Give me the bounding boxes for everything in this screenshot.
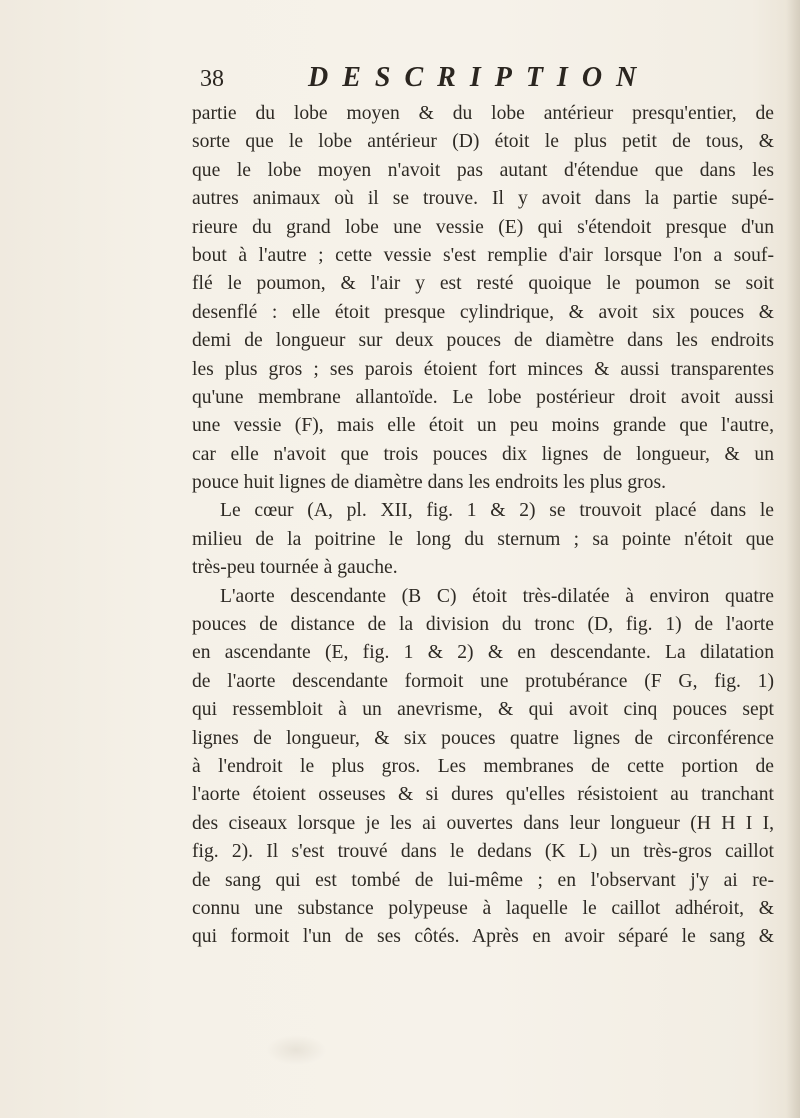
text-line: rieure du grand lobe une vessie (E) qui s'étendoit presque d'un	[192, 216, 774, 238]
page-header	[200, 62, 760, 98]
text-line: l'aorte étoient osseuses & si dures qu'elles résistoient au tranchant	[192, 784, 774, 806]
text-line: demi de longueur sur deux pouces de diamètre dans les endroits	[192, 330, 774, 352]
paragraph	[192, 497, 774, 582]
text-line: qui ressembloit à un anevrisme, & qui avoit cinq pouces sept	[192, 699, 774, 721]
text-line: fig. 2). Il s'est trouvé dans le dedans (K L) un très-gros caillot	[192, 841, 774, 863]
text-line: milieu de la poitrine le long du sternum ; sa pointe n'étoit que	[192, 528, 774, 550]
text-line: sorte que le lobe antérieur (D) étoit le plus petit de tous, &	[192, 131, 774, 153]
page-number: 38	[200, 66, 224, 92]
text-line: une vessie (F), mais elle étoit un peu moins grande que l'autre,	[192, 415, 774, 437]
paragraph	[192, 583, 774, 952]
text-line: pouce huit lignes de diamètre dans les endroits les plus gros.	[192, 472, 666, 494]
paper-smudge	[266, 1035, 326, 1065]
text-line: connu une substance polypeuse à laquelle le caillot adhéroit, &	[192, 897, 774, 919]
text-line: L'aorte descendante (B C) étoit très-dilatée à environ quatre	[220, 585, 774, 607]
text-line: desenflé : elle étoit presque cylindrique, & avoit six pouces &	[192, 301, 774, 323]
body-text	[192, 100, 774, 952]
text-line: les plus gros ; ses parois étoient fort minces & aussi transparentes	[192, 358, 774, 380]
text-line: que le lobe moyen n'avoit pas autant d'étendue que dans les	[192, 159, 774, 181]
text-line: lignes de longueur, & six pouces quatre lignes de circonférence	[192, 727, 774, 749]
text-line: Le cœur (A, pl. XII, fig. 1 & 2) se trouvoit placé dans le	[220, 500, 774, 522]
text-line: bout à l'autre ; cette vessie s'est remplie d'air lorsque l'on a souf-	[192, 244, 774, 266]
text-line: de sang qui est tombé de lui-même ; en l'observant j'y ai re-	[192, 869, 774, 891]
text-line: des ciseaux lorsque je les ai ouvertes dans leur longueur (H H I I,	[192, 812, 774, 834]
text-line: en ascendante (E, fig. 1 & 2) & en descendante. La dilatation	[192, 642, 774, 664]
page-edge-shadow	[786, 0, 800, 1118]
text-line: autres animaux où il se trouve. Il y avoit dans la partie supé-	[192, 188, 774, 210]
text-line: pouces de distance de la division du tronc (D, fig. 1) de l'aorte	[192, 614, 774, 636]
running-title: DESCRIPTION	[308, 62, 651, 93]
text-line: car elle n'avoit que trois pouces dix lignes de longueur, & un	[192, 443, 774, 465]
paragraph	[192, 100, 774, 497]
text-line: de l'aorte descendante formoit une protubérance (F G, fig. 1)	[192, 670, 774, 692]
text-line: à l'endroit le plus gros. Les membranes de cette portion de	[192, 755, 774, 777]
text-line: qu'une membrane allantoïde. Le lobe postérieur droit avoit aussi	[192, 386, 774, 408]
text-line: partie du lobe moyen & du lobe antérieur presqu'entier, de	[192, 103, 774, 124]
text-line: flé le poumon, & l'air y est resté quoique le poumon se soit	[192, 273, 774, 295]
text-line: qui formoit l'un de ses côtés. Après en avoir séparé le sang &	[192, 926, 774, 948]
text-line: très-peu tournée à gauche.	[192, 557, 398, 579]
